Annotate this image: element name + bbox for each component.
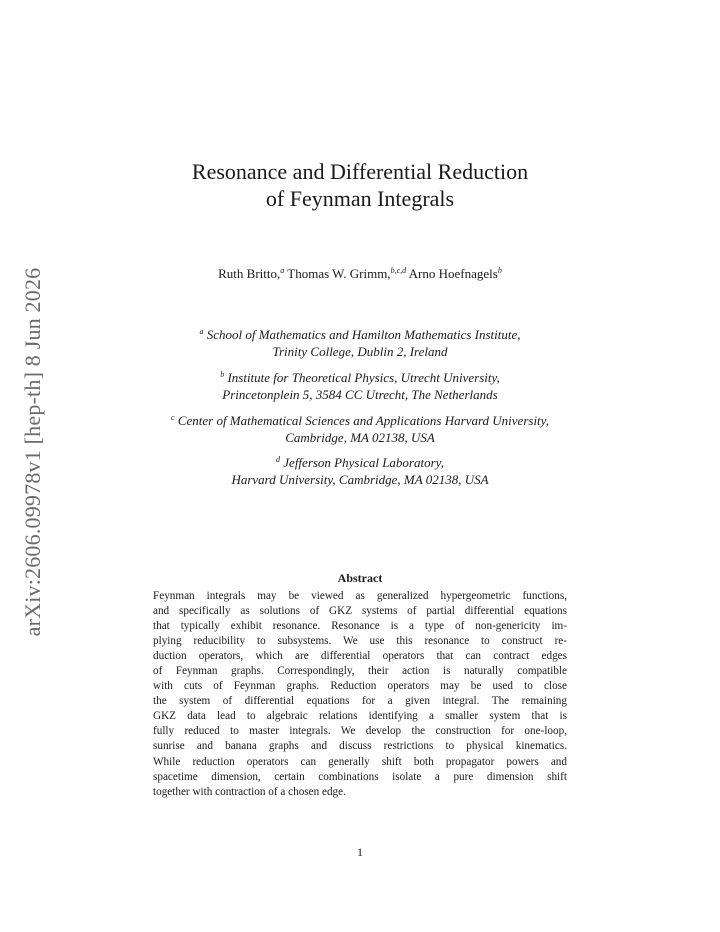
abstract-line: While reduction operators can generally shift both propagator powers and — [153, 755, 567, 768]
abstract-line: the system of differential equations for a given integral. The remaining — [153, 695, 567, 708]
abstract-line: together with contraction of a chosen edge. — [153, 785, 346, 798]
abstract-line: and specifically as solutions of GKZ systems of partial differential equations — [153, 605, 567, 618]
affiliation-line: Princetonplein 5, 3584 CC Utrecht, The Netherlands — [222, 387, 498, 402]
affiliation-mark: c — [171, 413, 175, 422]
affiliation-line: School of Mathematics and Hamilton Mathematics Institute, — [206, 327, 521, 342]
author-name: Arno Hoefnagels — [408, 266, 498, 281]
abstract-line: Feynman integrals may be viewed as generalized hypergeometric functions, — [153, 590, 567, 602]
abstract-line: duction operators, which are differential operators that can contract edges — [153, 650, 567, 663]
author-name: Ruth Britto, — [218, 266, 281, 281]
abstract-line: sunrise and banana graphs and discuss restrictions to physical kinematics. — [153, 740, 567, 753]
abstract-line: that typically exhibit resonance. Resonance is a type of non-genericity im- — [153, 620, 567, 633]
affiliation-b — [0, 366, 720, 403]
affiliation-d — [0, 451, 720, 488]
author-name: Thomas W. Grimm, — [287, 266, 391, 281]
affiliation-mark: d — [276, 455, 281, 464]
affiliation-line: Institute for Theoretical Physics, Utrecht University, — [227, 370, 500, 385]
affiliation-line: Trinity College, Dublin 2, Ireland — [272, 344, 448, 359]
page-number: 1 — [357, 845, 363, 859]
arxiv-identifier: arXiv:2606.09978v1 [hep-th] 8 Jun 2026 — [20, 267, 45, 637]
affiliation-c — [0, 409, 720, 446]
title-line-2: of Feynman Integrals — [265, 186, 455, 211]
abstract-line: spacetime dimension, certain combinations isolate a pure dimension shift — [153, 770, 567, 783]
affiliation-line: Jefferson Physical Laboratory, — [283, 455, 444, 470]
paper-title — [0, 158, 720, 212]
affiliation-mark: b — [220, 370, 225, 379]
affiliation-mark: a — [199, 327, 204, 336]
author-list — [0, 262, 720, 283]
affiliation-line: Harvard University, Cambridge, MA 02138, USA — [231, 472, 489, 487]
abstract-line: GKZ data lead to algebraic relations identifying a smaller system that is — [153, 710, 567, 723]
abstract-heading: Abstract — [337, 571, 383, 585]
author-affiliation-mark: a — [280, 266, 285, 275]
abstract-body — [153, 589, 567, 800]
affiliation-a — [0, 323, 720, 360]
author-affiliation-mark: b — [497, 266, 502, 275]
affiliation-line: Cambridge, MA 02138, USA — [285, 430, 435, 445]
abstract-line: of Feynman graphs. Correspondingly, their action is naturally compatible — [153, 665, 567, 678]
abstract-line: fully reduced to master integrals. We develop the construction for one-loop, — [153, 725, 567, 738]
affiliation-line: Center of Mathematical Sciences and Applications Harvard University, — [177, 413, 549, 428]
title-line-1: Resonance and Differential Reduction — [191, 159, 529, 184]
abstract-line: plying reducibility to subsystems. We use this resonance to construct re- — [153, 635, 567, 648]
author-affiliation-mark: b,c,d — [390, 266, 407, 275]
abstract-line: with cuts of Feynman graphs. Reduction operators may be used to close — [153, 680, 567, 693]
